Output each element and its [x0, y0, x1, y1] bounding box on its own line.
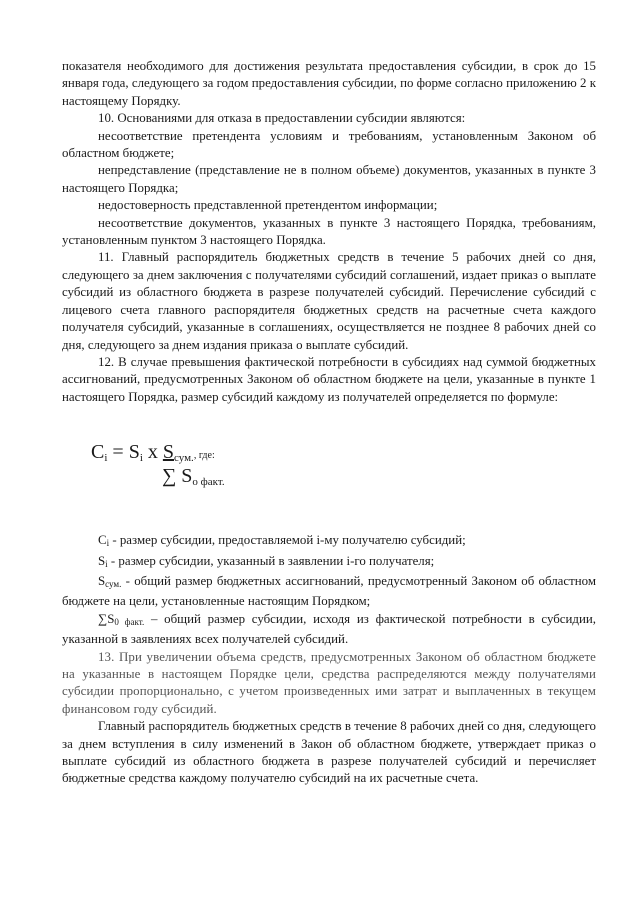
paragraph-10: 10. Основаниями для отказа в предоставлении субсидии являются:: [98, 111, 466, 126]
formula-denominator: ∑ $S_{o факт.}$: [162, 465, 225, 489]
paragraph-12: 12. В случае превышения фактической потребности в субсидиях над суммой бюджетных ассигнований, предусмотренных Законом об областном бюджете на цели, указанные в пункте 1 настоящего Порядка, размер субсидий каждому из получателей определяется по формуле:: [62, 354, 596, 404]
paragraph-10-item-3: недостоверность представленной претендентом информации;: [98, 198, 438, 213]
paragraph-10-item-4: несоответствие документов, указанных в пункте 3 настоящего Порядка, требованиям, установленным пунктом 3 настоящего Порядка.: [62, 215, 596, 248]
paragraph-11: 11. Главный распорядитель бюджетных средств в течение 5 рабочих дней со дня, следующего за днем заключения с получателями субсидий соглашений, издает приказ о выплате субсидий из областного бюджета в разрезе получателей субсидий. Перечисление субсидий с лицевого счета главного распорядителя бюджетных средств на расчетные счета каждого получателя субсидий, указанные в соглашениях, осуществляется не позднее 8 рабочих дней со дня, следующего за днем издания приказа о выплате субсидий.: [62, 250, 596, 352]
paragraph-13: 13. При увеличении объема средств, предусмотренных Законом об областном бюджете на указанные в настоящем Порядке цели, средства распределяются между получателями субсидии пропорционально, с учетом произведенных ими затрат и выплаченных в текущем финансовом году субсидий.: [62, 649, 596, 716]
paragraph-10-item-1: несоответствие претендента условиям и требованиям, установленным Законом об областном бюджете;: [62, 128, 596, 161]
paragraph-10-item-2: непредставление (представление не в полном объеме) документов, указанных в пункте 3 настоящего Порядка;: [62, 163, 596, 195]
definition-sfact: $\sum S_{0 факт.}$ – общий размер субсидии, исходя из фактической потребности в субсидии, указанной в заявлениях всех получателей субсидий.: [62, 611, 597, 647]
definition-ci: $C_i$ - размер субсидии, предоставляемой i-му получателю субсидий;: [98, 533, 466, 549]
document-page: [62, 58, 596, 788]
paragraph-9-end: показателя необходимого для достижения результата предоставления субсидии, в срок до 15 января года, следующего за годом предоставления субсидии, по форме согласно приложению 2 к настоящему Порядку.: [62, 59, 596, 108]
paragraph-13-continued: Главный распорядитель бюджетных средств в течение 8 рабочих дней со дня, следующего за днем вступления в силу изменений в Закон об областном бюджете, утверждает приказ о выплате субсидий из областного бюджета в разрезе получателей субсидий и перечисляет бюджетные средства каждому получателю субсидий на их расчетные счета.: [62, 719, 596, 786]
definition-ssum: $S_{сум.}$ - общий размер бюджетных ассигнований, предусмотренный Законом об областном бюджете на цели, установленные настоящим Порядком;: [62, 573, 596, 609]
definition-si: $S_i$ - размер субсидии, указанный в заявлении i-го получателя;: [98, 553, 435, 569]
formula-numerator-line: $C_i = S_i$ x $S_{сум.}$, где:: [91, 441, 215, 465]
subsidy-formula: [62, 440, 596, 496]
